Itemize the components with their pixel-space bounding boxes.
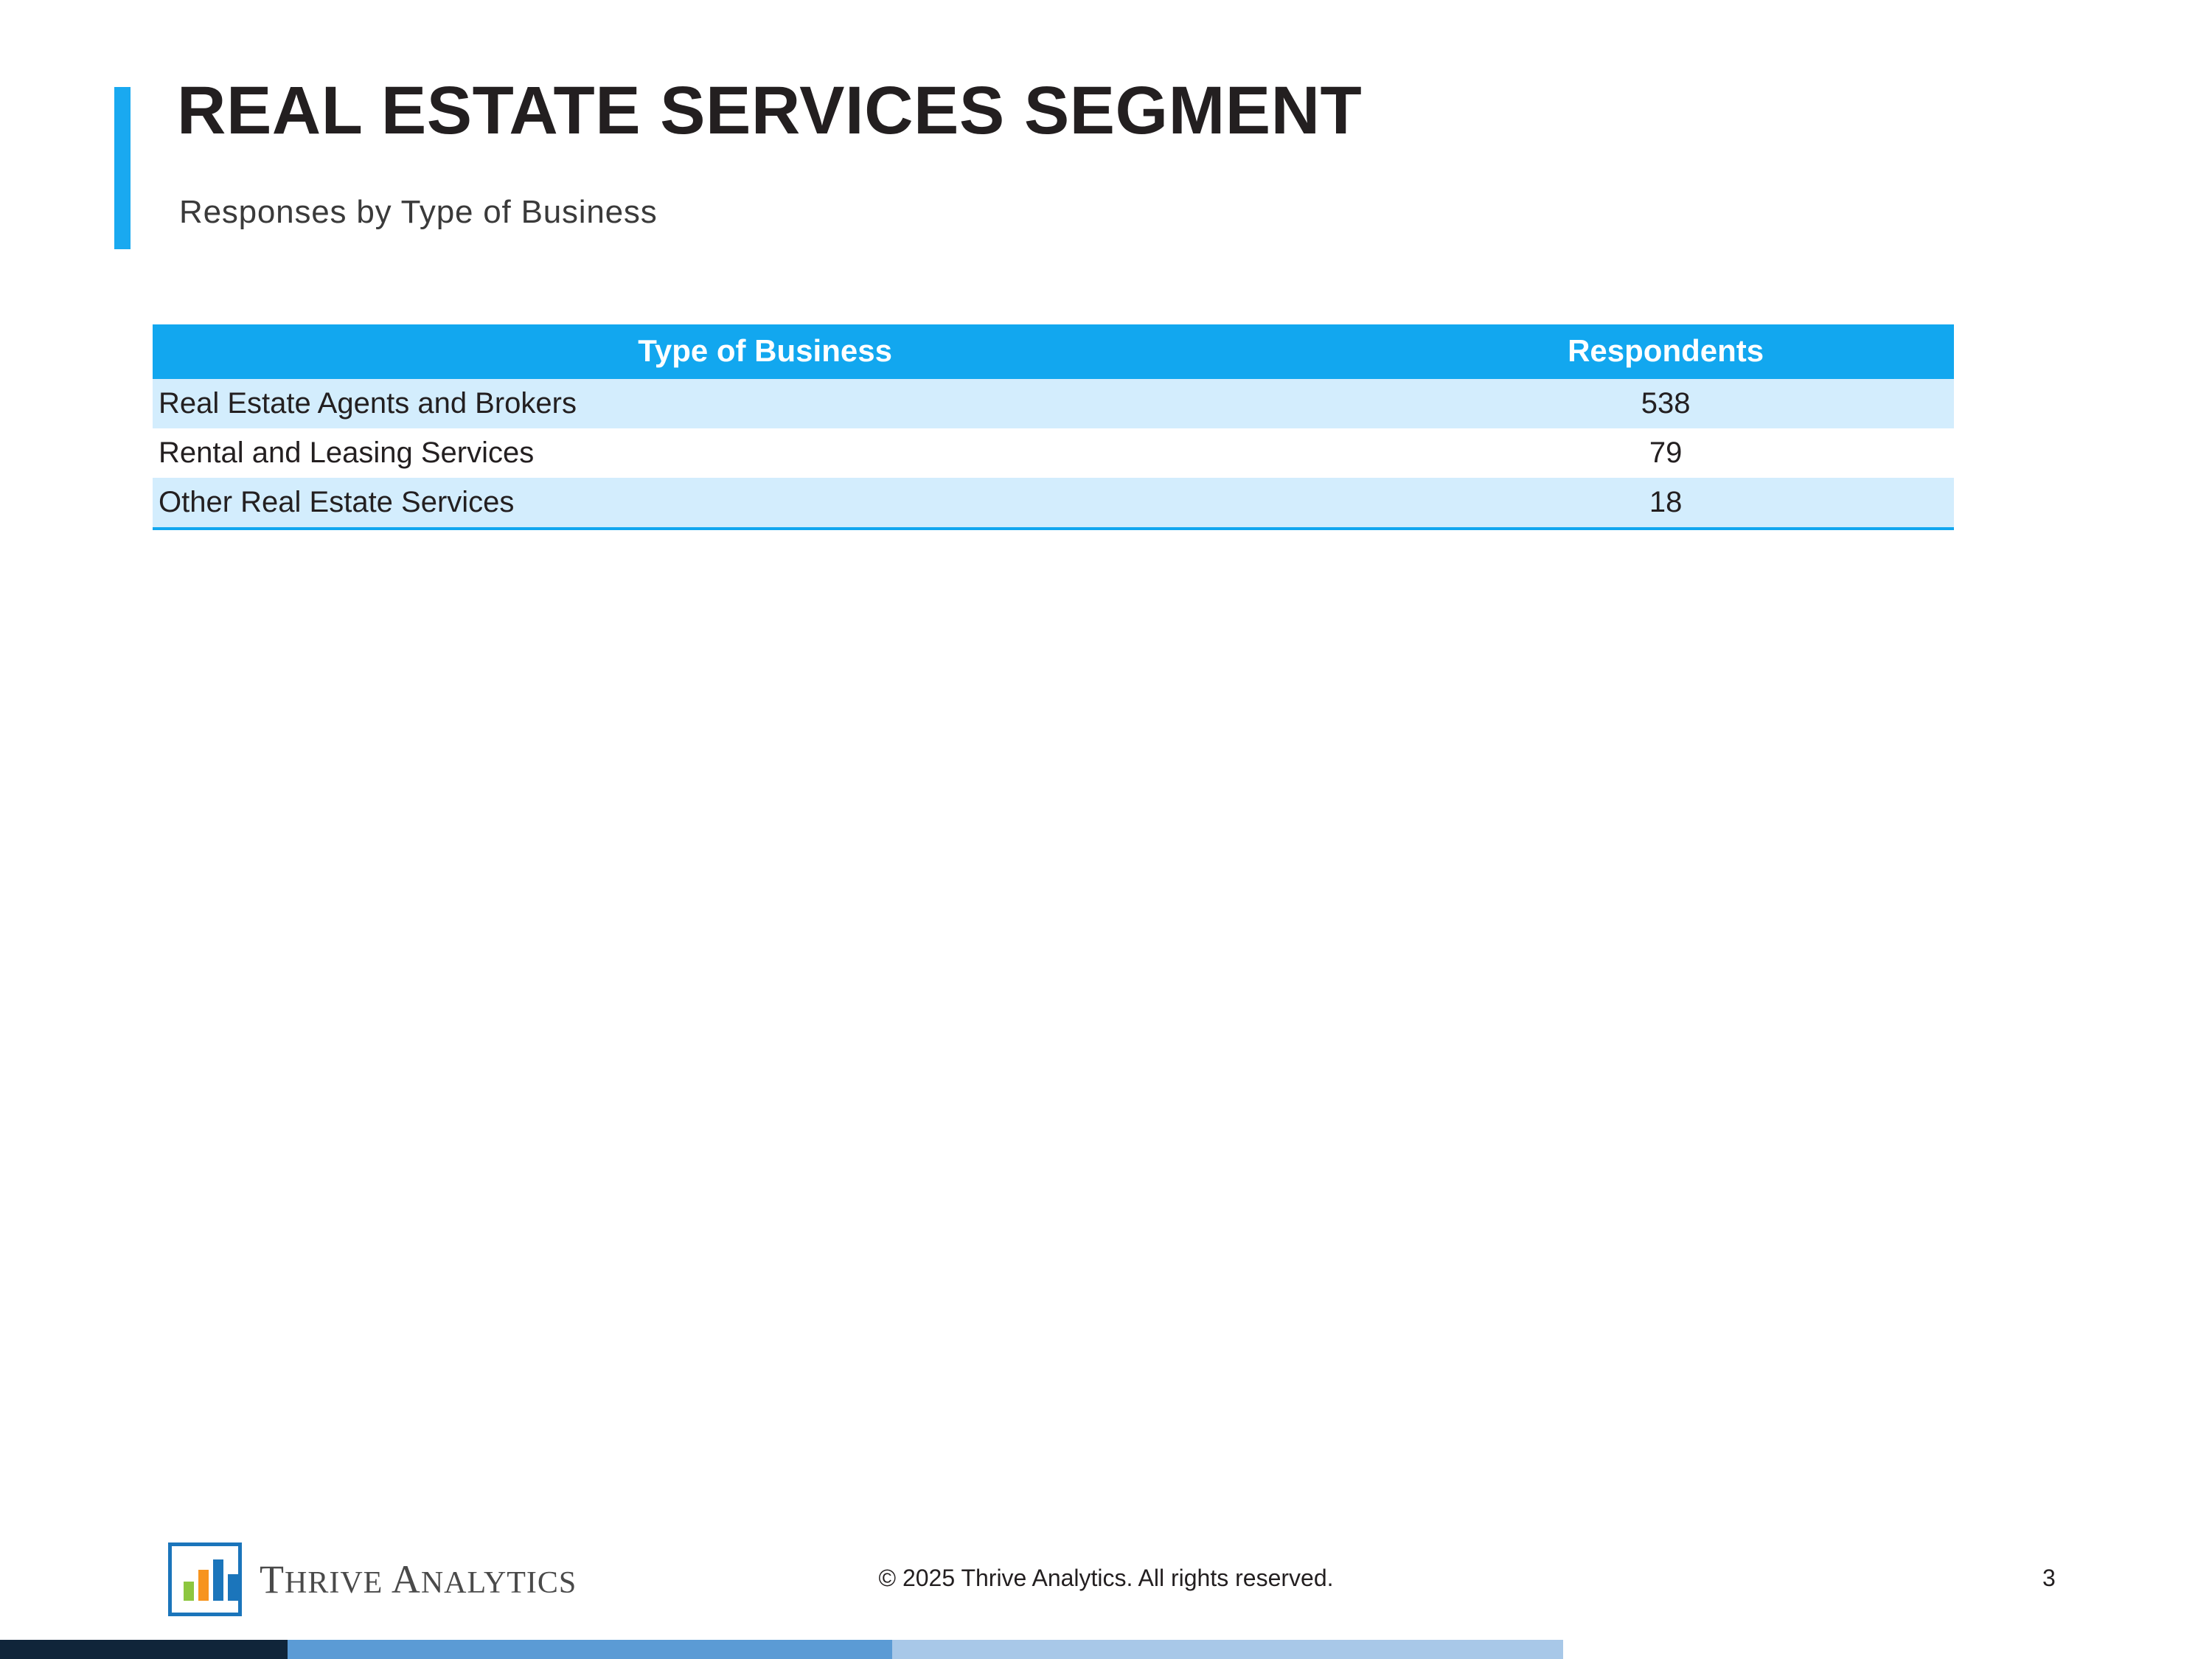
row-value: 79	[1377, 428, 1954, 478]
brand-name-hrive: HRIVE	[285, 1566, 392, 1600]
strip-segment-dark	[0, 1640, 288, 1659]
brand-name-a: A	[391, 1557, 421, 1601]
page-title: REAL ESTATE SERVICES SEGMENT	[177, 73, 1363, 148]
column-header-respondents: Respondents	[1377, 324, 1954, 379]
row-label: Real Estate Agents and Brokers	[153, 379, 1377, 428]
strip-segment-mid	[288, 1640, 892, 1659]
page-subtitle: Responses by Type of Business	[179, 194, 658, 230]
table-row	[153, 428, 1954, 478]
page-number: 3	[2042, 1565, 2056, 1591]
bottom-color-strip	[0, 1640, 2212, 1659]
accent-bar	[114, 87, 131, 249]
row-value: 538	[1377, 379, 1954, 428]
row-label: Other Real Estate Services	[153, 478, 1377, 527]
table-header-row	[153, 324, 1954, 379]
column-header-type-of-business: Type of Business	[153, 324, 1377, 379]
copyright-text: © 2025 Thrive Analytics. All rights reserved.	[878, 1565, 1334, 1591]
row-value: 18	[1377, 478, 1954, 527]
brand-name-nalytics: NALYTICS	[420, 1566, 577, 1600]
table-row	[153, 379, 1954, 428]
responses-table	[153, 324, 1954, 530]
table-bottom-rule	[153, 527, 1954, 530]
strip-segment-white	[1563, 1640, 2212, 1659]
brand-name-t: T	[260, 1557, 285, 1601]
row-label: Rental and Leasing Services	[153, 428, 1377, 478]
table-row	[153, 478, 1954, 527]
strip-segment-light	[892, 1640, 1563, 1659]
